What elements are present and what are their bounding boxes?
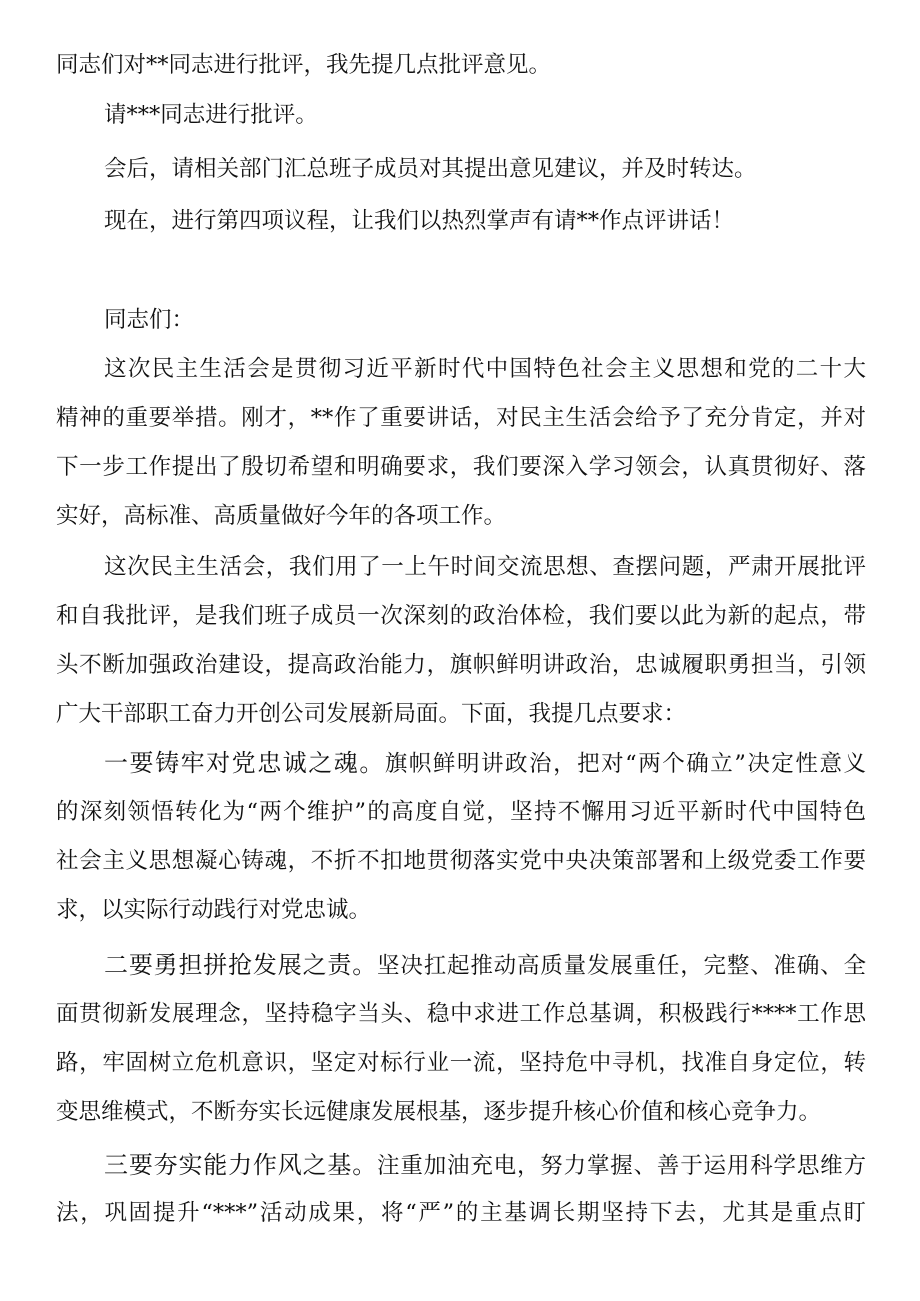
section-heading: 三要夯实能力作风之基。 xyxy=(104,1151,378,1179)
text-line: 路，牢固树立危机意识，坚定对标行业一流，坚持危中寻机，找准自身定位，转 xyxy=(56,1050,866,1076)
text-span: 注重加油充电，努力掌握、善于运用科学思维方 xyxy=(377,1153,866,1179)
text-line: 面贯彻新发展理念，坚持稳字当头、稳中求进工作总基调，积极践行****工作思 xyxy=(56,1001,866,1027)
text-line: 精神的重要举措。刚才，**作了重要讲话，对民主生活会给予了充分肯定，并对 xyxy=(56,405,866,431)
text-line: 法，巩固提升“***”活动成果，将“严”的主基调长期坚持下去，尤其是重点盯 xyxy=(56,1200,866,1226)
text-line: 下一步工作提出了殷切希望和明确要求，我们要深入学习领会，认真贯彻好、落 xyxy=(56,454,866,480)
paragraph-heading-line xyxy=(104,748,866,779)
text-line: 同志们对**同志进行批评，我先提几点批评意见。 xyxy=(56,52,552,78)
text-span: 旗帜鲜明讲政治，把对“两个确立”决定性意义 xyxy=(384,751,867,777)
salutation: 同志们： xyxy=(104,307,195,333)
text-line: 现在，进行第四项议程，让我们以热烈掌声有请**作点评讲话！ xyxy=(104,208,735,234)
paragraph-heading-line xyxy=(104,1150,866,1181)
section-heading: 二要勇担拼抢发展之责。 xyxy=(104,951,378,979)
text-line: 变思维模式，不断夯实长远健康发展根基，逐步提升核心价值和核心竞争力。 xyxy=(56,1099,822,1125)
text-line: 求，以实际行动践行对党忠诚。 xyxy=(56,897,372,923)
text-line: 头不断加强政治建设，提高政治能力，旗帜鲜明讲政治，忠诚履职勇担当，引领 xyxy=(56,652,866,678)
text-line: 会后，请相关部门汇总班子成员对其提出意见建议，并及时转达。 xyxy=(104,156,757,182)
text-line: 这次民主生活会，我们用了一上午时间交流思想、查摆问题，严肃开展批评 xyxy=(104,554,866,580)
text-line: 广大干部职工奋力开创公司发展新局面。下面，我提几点要求： xyxy=(56,701,687,727)
text-line: 这次民主生活会是贯彻习近平新时代中国特色社会主义思想和党的二十大 xyxy=(104,356,866,382)
section-heading: 一要铸牢对党忠诚之魂。 xyxy=(104,749,385,777)
text-line: 实好，高标准、高质量做好今年的各项工作。 xyxy=(56,503,507,529)
text-span: 坚决扛起推动高质量发展重任，完整、准确、全 xyxy=(377,953,866,979)
text-line: 社会主义思想凝心铸魂，不折不扣地贯彻落实党中央决策部署和上级党委工作要 xyxy=(56,848,866,874)
text-line: 请***同志进行批评。 xyxy=(104,102,318,128)
text-line: 和自我批评，是我们班子成员一次深刻的政治体检，我们要以此为新的起点，带 xyxy=(56,603,866,629)
text-line: 的深刻领悟转化为“两个维护”的高度自觉，坚持不懈用习近平新时代中国特色 xyxy=(56,799,866,825)
paragraph-heading-line xyxy=(104,950,866,981)
